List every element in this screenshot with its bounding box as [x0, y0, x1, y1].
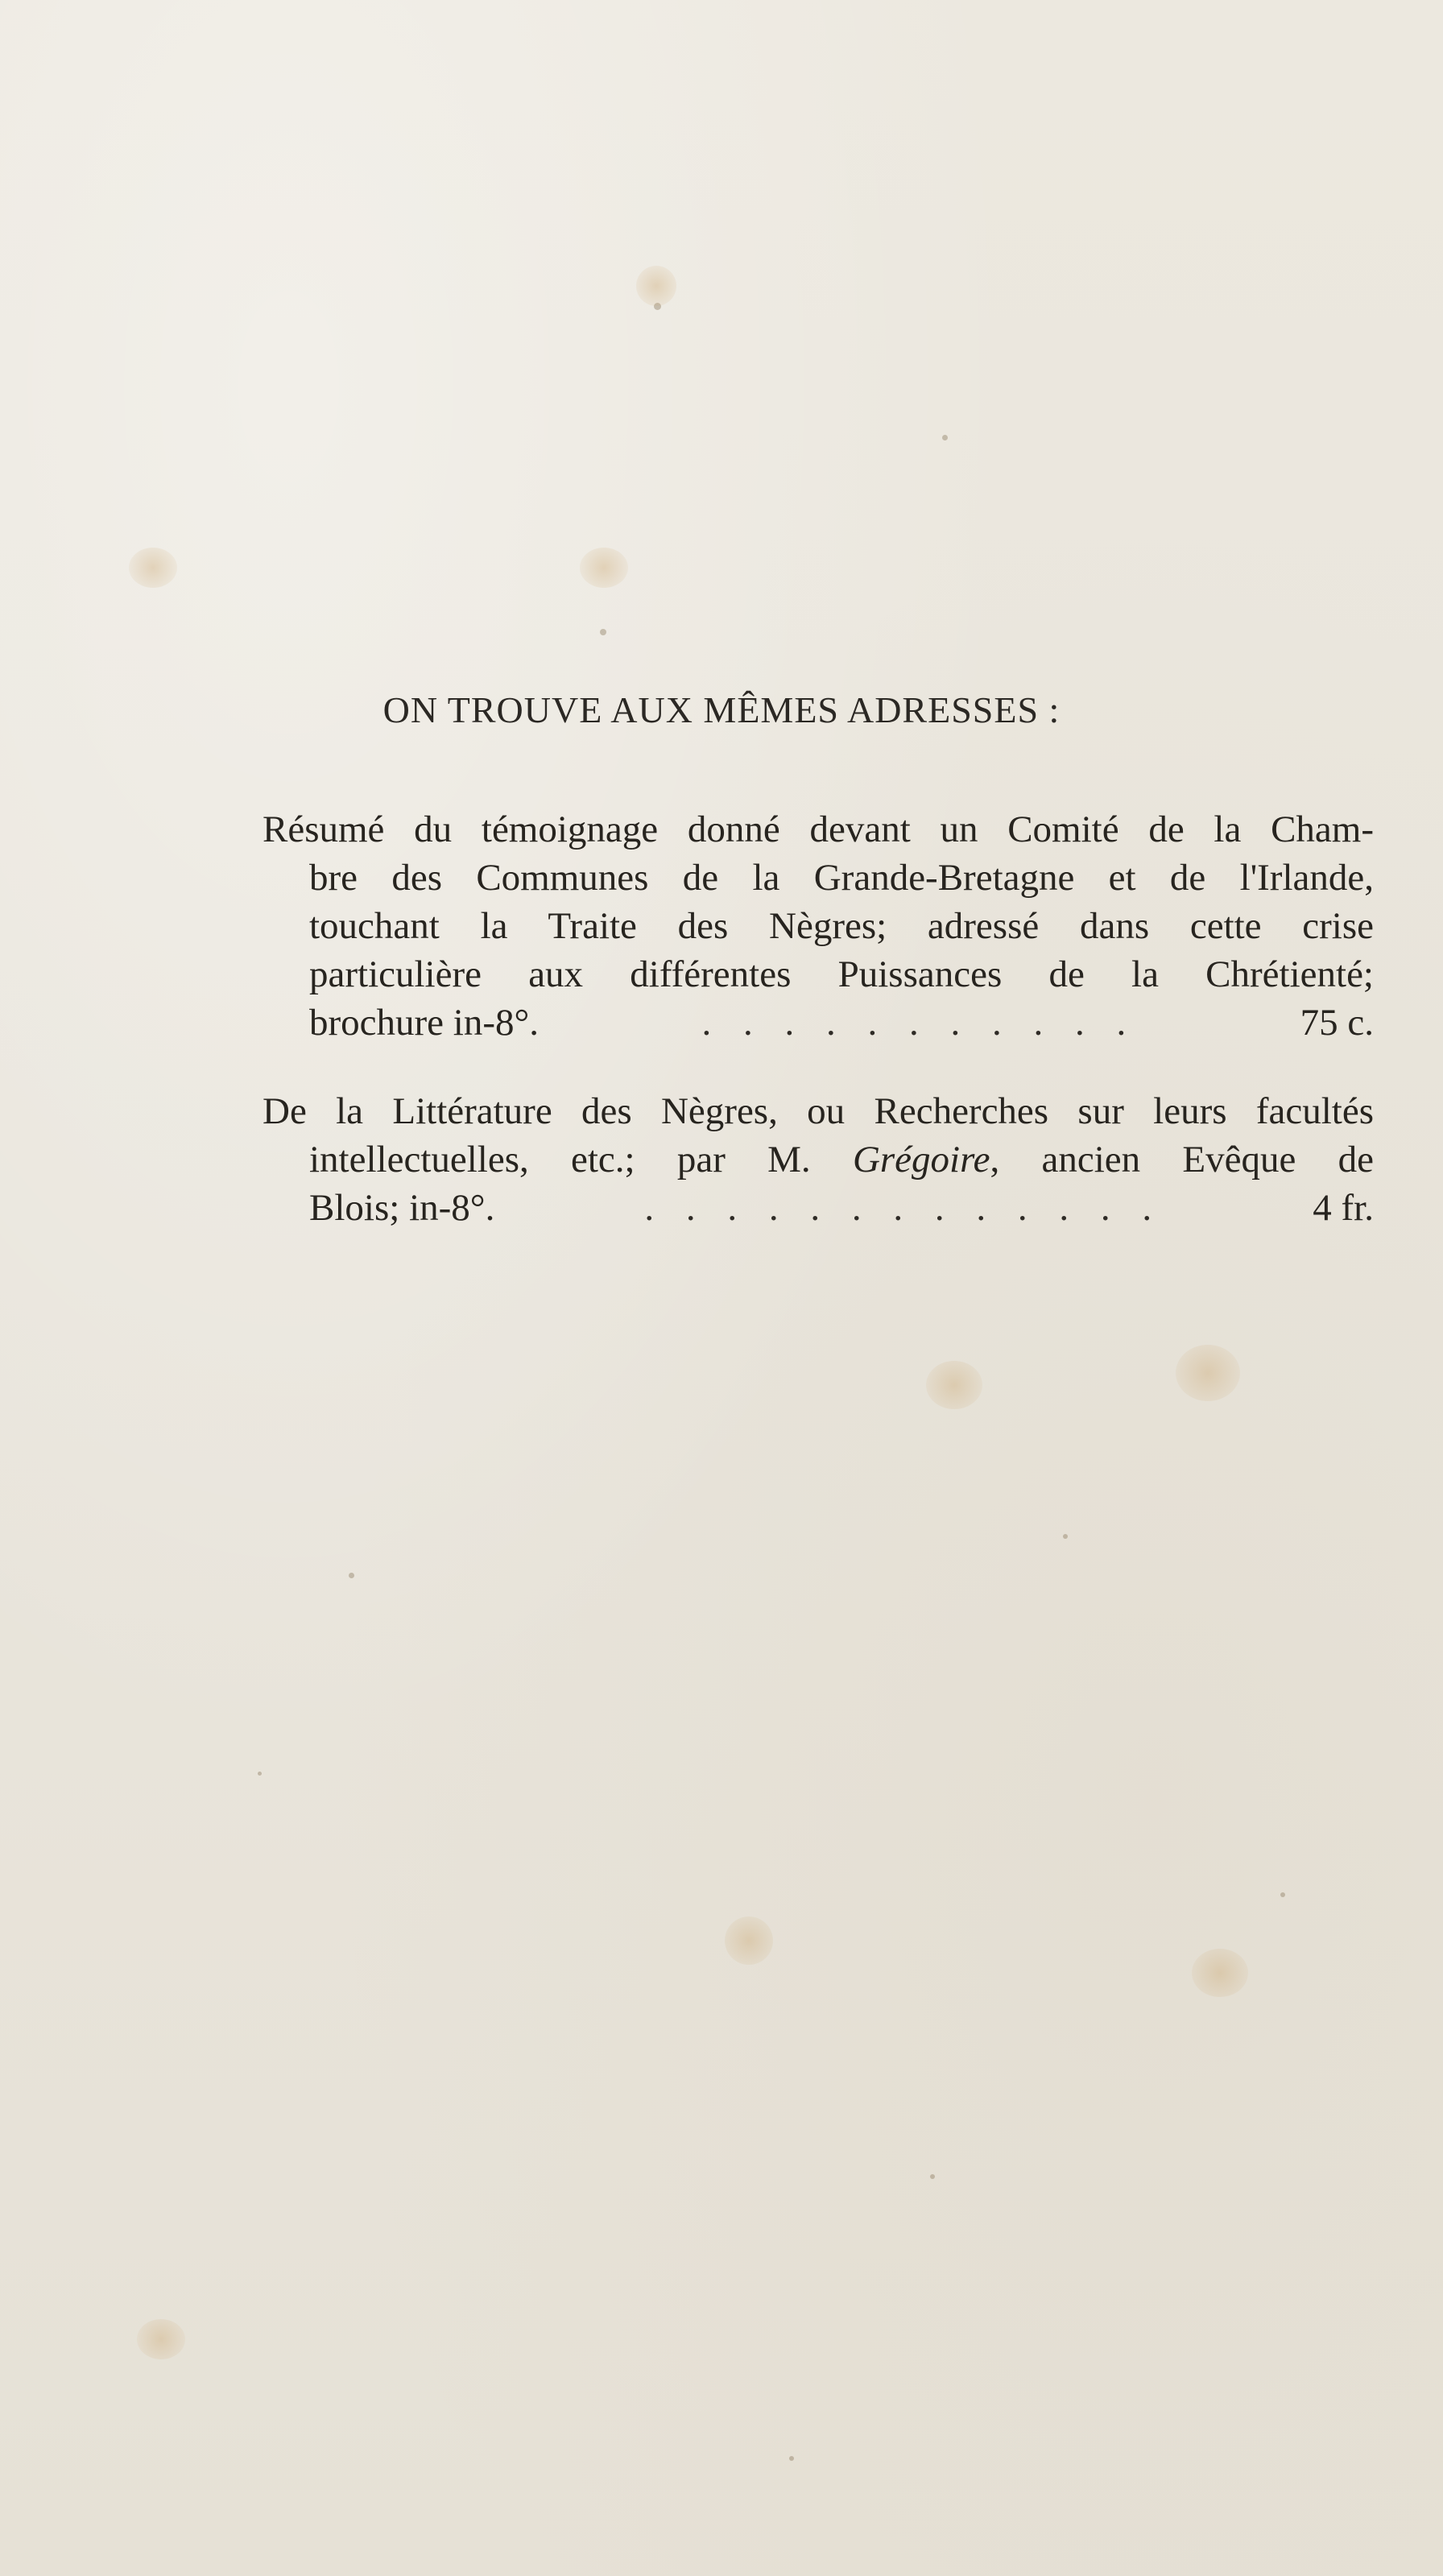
paper-speck	[600, 629, 606, 635]
paper-speck	[930, 2174, 935, 2179]
paper-speck	[942, 435, 948, 440]
foxing-stain	[725, 1916, 773, 1965]
catalog-entry	[263, 805, 1374, 1047]
foxing-stain	[580, 548, 628, 588]
entry-price-line	[263, 1184, 1374, 1232]
foxing-stain	[129, 548, 177, 588]
entry-text-segment: , ancien Evêque de	[990, 1139, 1374, 1180]
foxing-stain	[1176, 1345, 1240, 1401]
entry-text-segment: intellectuelles, etc.; par M.	[309, 1139, 853, 1180]
foxing-stain	[636, 266, 676, 306]
section-heading: ON TROUVE AUX MÊMES ADRESSES :	[382, 689, 1061, 730]
paper-speck	[258, 1772, 262, 1776]
paper-speck	[1280, 1892, 1285, 1897]
catalog-entry	[263, 1087, 1374, 1232]
entry-price: 75 c.	[1300, 1002, 1374, 1044]
entry-text-line: Résumé du témoignage donné devant un Comité de la Cham-	[263, 808, 1374, 850]
foxing-stain	[137, 2319, 185, 2359]
paper-speck	[789, 2456, 794, 2461]
dot-leader: . . . . . . . . . . .	[701, 1002, 1138, 1044]
entry-price: 4 fr.	[1313, 1187, 1374, 1229]
entry-price-line	[263, 999, 1374, 1047]
author-name: Grégoire	[852, 1139, 990, 1180]
dot-leader: . . . . . . . . . . . . .	[644, 1187, 1164, 1229]
entry-format: brochure in-8°.	[309, 1002, 540, 1044]
entry-format: Blois; in-8°.	[309, 1187, 495, 1229]
foxing-stain	[926, 1361, 982, 1409]
entry-text-line: De la Littérature des Nègres, ou Recherches sur leurs facultés	[263, 1090, 1374, 1132]
foxing-stain	[1192, 1949, 1248, 1997]
entry-text-line	[263, 1135, 1374, 1184]
entry-text-line: bre des Communes de la Grande-Bretagne et de l'Irlande,	[309, 857, 1374, 899]
entry-text-line: touchant la Traite des Nègres; adressé dans cette crise	[309, 905, 1374, 947]
paper-speck	[1063, 1534, 1068, 1539]
entry-text-line: particulière aux différentes Puissances de la Chrétienté;	[309, 953, 1374, 995]
paper-speck	[349, 1573, 354, 1578]
